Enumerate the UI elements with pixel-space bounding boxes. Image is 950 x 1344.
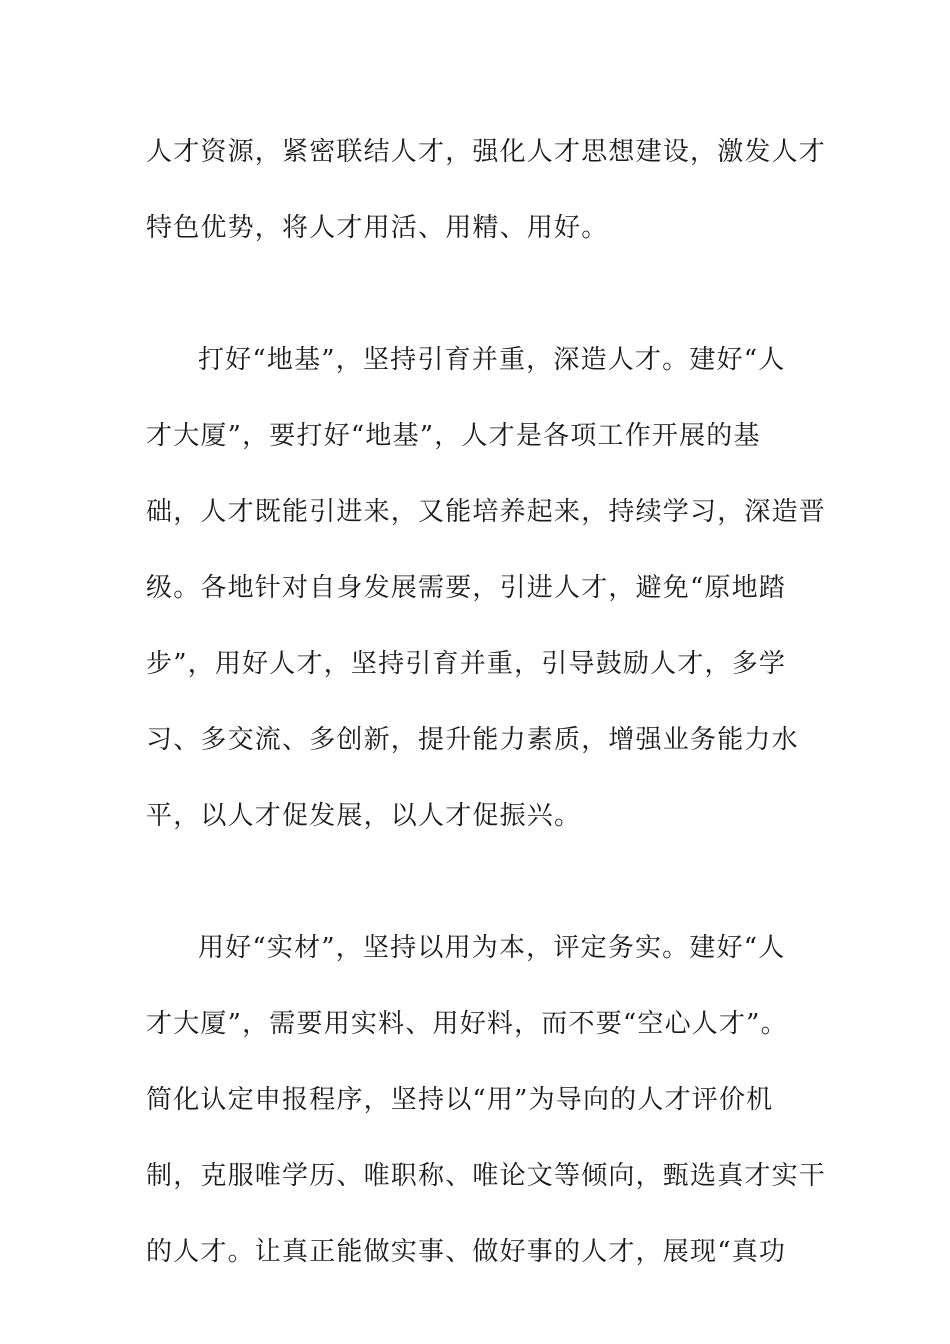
text-line: 才大厦”，要打好“地基”，人才是各项工作开展的基: [146, 421, 761, 451]
text-line: 级。各地针对自身发展需要，引进人才，避免“原地踏: [146, 573, 787, 603]
text-line: 步”，用好人才，坚持引育并重，引导鼓励人才，多学: [146, 649, 787, 679]
text-line: 简化认定申报程序，坚持以“用”为导向的人才评价机: [146, 1085, 774, 1115]
text-line: 制，克服唯学历、唯职称、唯论文等倾向，甄选真才实干: [146, 1161, 827, 1191]
paragraph-first-line: 用好“实材”，坚持以用为本，评定务实。建好“人: [198, 933, 786, 963]
text-line: 才大厦”，需要用实料、用好料，而不要“空心人才”。: [146, 1009, 788, 1039]
text-line: 础，人才既能引进来，又能培养起来，持续学习，深造晋: [146, 497, 827, 527]
paragraph-first-line: 打好“地基”，坚持引育并重，深造人才。建好“人: [198, 345, 786, 375]
text-line: 特色优势，将人才用活、用精、用好。: [146, 213, 609, 243]
text-line: 平，以人才促发展，以人才促振兴。: [146, 801, 582, 831]
text-line: 人才资源，紧密联结人才，强化人才思想建设，激发人才: [146, 137, 827, 167]
text-line: 习、多交流、多创新，提升能力素质，增强业务能力水: [146, 725, 799, 755]
text-line: 的人才。让真正能做实事、做好事的人才，展现“真功: [146, 1237, 787, 1267]
